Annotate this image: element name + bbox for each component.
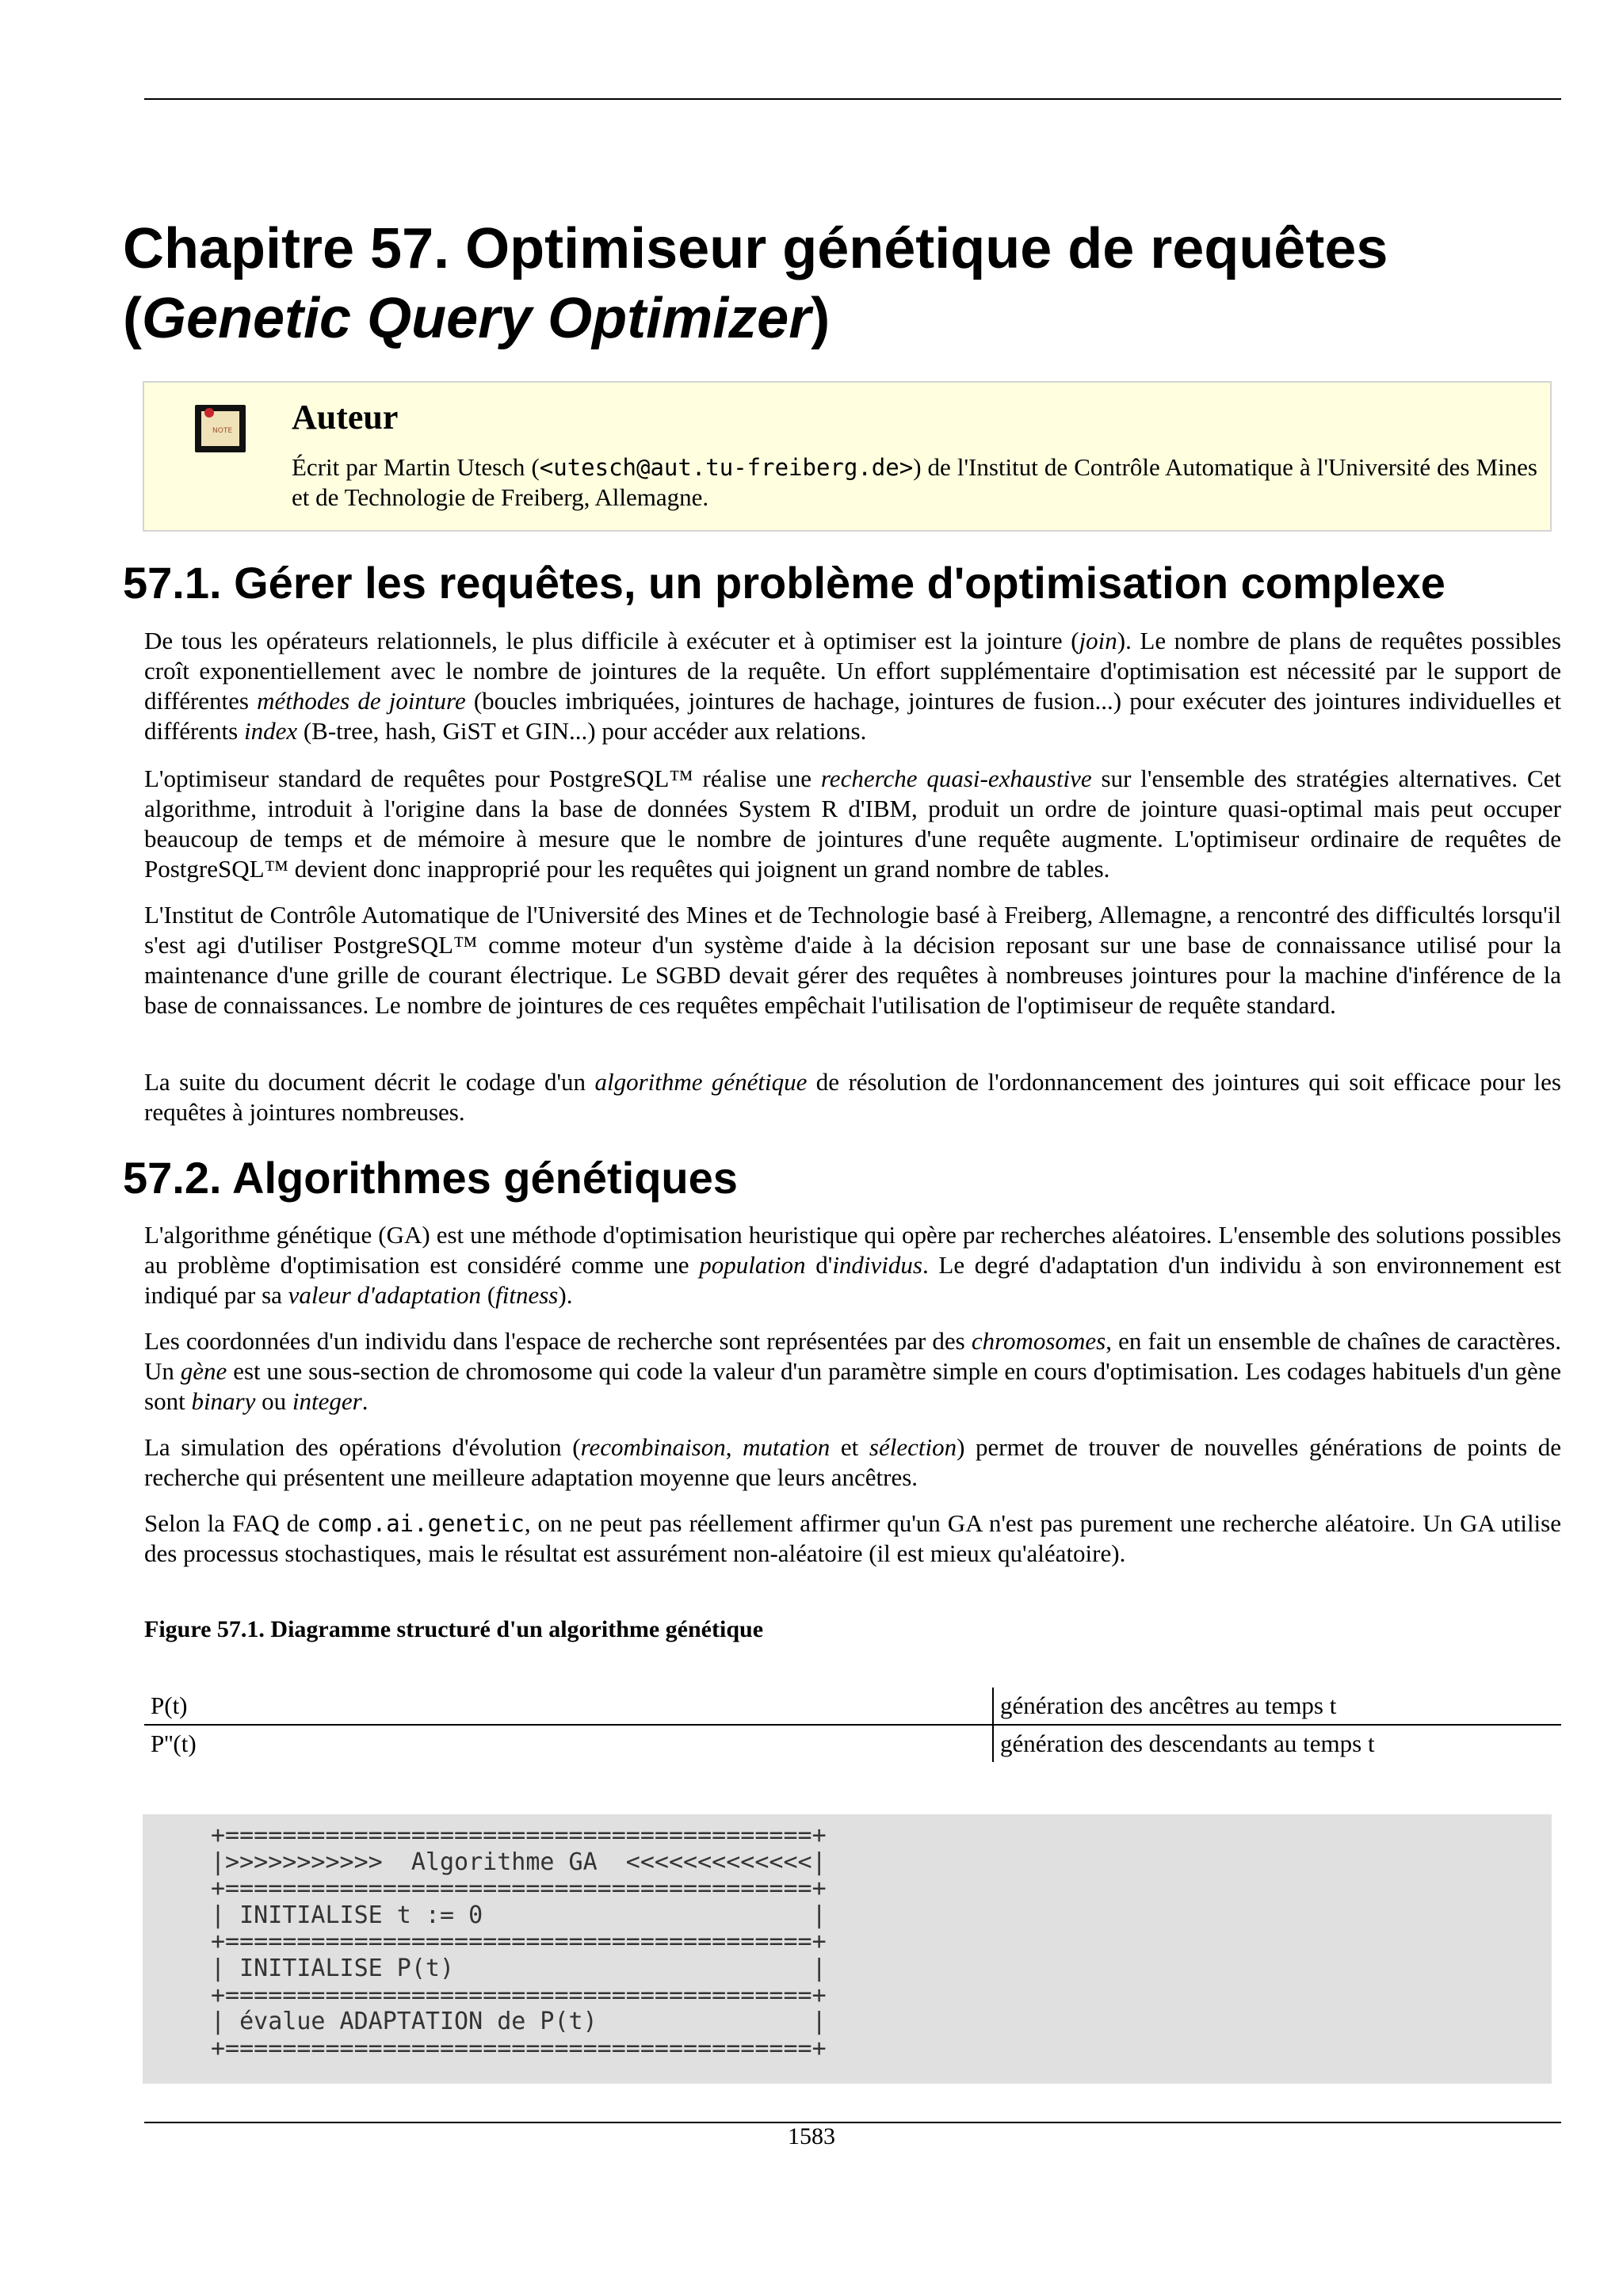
table-cell: génération des ancêtres au temps t	[993, 1688, 1561, 1725]
paragraph: La suite du document décrit le codage d'un algorithme génétique de résolution de l'ordonnancement des jointures qui soit efficace pour les requêtes à jointures nombreuses.	[144, 1068, 1561, 1126]
table-cell: P(t)	[144, 1688, 993, 1725]
note-body: Écrit par Martin Utesch (<utesch@aut.tu-freiberg.de>) de l'Institut de Contrôle Automatique à l'Université des Mines et de Technologie de Freiberg, Allemagne.	[292, 453, 1537, 511]
author-note	[143, 381, 1552, 532]
author-email-link[interactable]: <utesch@aut.tu-freiberg.de>	[539, 454, 914, 481]
paragraph: L'algorithme génétique (GA) est une méthode d'optimisation heuristique qui opère par recherches aléatoires. L'ensemble des solutions possibles au problème d'optimisation est considéré comme une population d'individus. Le degré d'adaptation d'un individu à son environnement est indiqué par sa valeur d'adaptation (fitness).	[144, 1221, 1561, 1309]
code-text: +=========================================+ |>>>>>>>>>>> Algorithme GA <<<<<<<<<<<<<| +=========================================+ | INITIALISE t := 0 | +=========================================+ | INITIALISE P(t) | +=========================================+ | évalue ADAPTATION de P(t) | +=========================================+	[211, 1821, 827, 2062]
paragraph: L'optimiseur standard de requêtes pour PostgreSQL™ réalise une recherche quasi-exhaustive sur l'ensemble des stratégies alternatives. Cet algorithme, introduit à l'origine dans la base de données System R d'IBM, produit un ordre de jointure quasi-optimal mais peut occuper beaucoup de temps et de mémoire à mesure que le nombre de jointures d'une requête augmente. L'optimiseur ordinaire de requêtes de PostgreSQL™ devient donc inapproprié pour les requêtes qui joignent un grand nombre de tables.	[144, 765, 1562, 883]
paragraph: Selon la FAQ de comp.ai.genetic, on ne peut pas réellement affirmer qu'un GA n'est pas purement une recherche aléatoire. Un GA utilise des processus stochastiques, mais le résultat est assurément non-aléatoire (il est mieux qu'aléatoire).	[144, 1509, 1561, 1567]
figure-caption: Figure 57.1. Diagramme structuré d'un algorithme génétique	[144, 1616, 764, 1642]
page-number: 1583	[788, 2123, 835, 2149]
table-row	[144, 1688, 1561, 1725]
code-block	[143, 1814, 1552, 2084]
chapter-title: Chapitre 57. Optimiseur génétique de requêtes (Genetic Query Optimizer)	[123, 217, 1388, 350]
paragraph: Les coordonnées d'un individu dans l'espace de recherche sont représentées par des chromosomes, en fait un ensemble de chaînes de caractères. Un gène est une sous-section de chromosome qui code la valeur d'un paramètre simple en cours d'optimisation. Les codages habituels d'un gène sont binary ou integer.	[144, 1327, 1561, 1415]
table-cell: P''(t)	[144, 1725, 993, 1762]
section-title-57-1: 57.1. Gérer les requêtes, un problème d'optimisation complexe	[123, 558, 1445, 608]
table-cell: génération des descendants au temps t	[1000, 1730, 1375, 1757]
inline-code: comp.ai.genetic	[316, 1510, 525, 1537]
paragraph: De tous les opérateurs relationnels, le plus difficile à exécuter et à optimiser est la jointure (join). Le nombre de plans de requêtes possibles croît exponentiellement avec le nombre de jointures de la requête. Un effort supplémentaire d'optimisation est nécessité par le support de différentes méthodes de jointure (boucles imbriquées, jointures de hachage, jointures de fusion...) pour exécuter des jointures individuelles et différents index (B-tree, hash, GiST et GIN...) pour accéder aux relations.	[144, 627, 1561, 745]
table-row	[144, 1725, 1561, 1762]
note-heading: Auteur	[292, 398, 399, 437]
note-icon: NOTE	[195, 405, 246, 452]
header-rule	[144, 98, 1561, 100]
paragraph: L'Institut de Contrôle Automatique de l'Université des Mines et de Technologie basé à Freiberg, Allemagne, a rencontré des difficultés lorsqu'il s'est agi d'utiliser PostgreSQL™ comme moteur d'un système d'aide à la décision reposant sur une base de connaissance utilisé pour la maintenance d'une grille de courant électrique. Le SGBD devait gérer des requêtes à nombreuses jointures pour la machine d'inférence de la base de connaissances. Le nombre de jointures de ces requêtes empêchait l'utilisation de l'optimiseur de requête standard.	[144, 901, 1561, 1019]
paragraph: La simulation des opérations d'évolution (recombinaison, mutation et sélection) permet de trouver de nouvelles générations de points de recherche qui présentent une meilleure adaptation moyenne que leurs ancêtres.	[144, 1433, 1561, 1491]
figure-legend-table	[144, 1688, 1561, 1762]
section-title-57-2: 57.2. Algorithmes génétiques	[123, 1153, 738, 1203]
